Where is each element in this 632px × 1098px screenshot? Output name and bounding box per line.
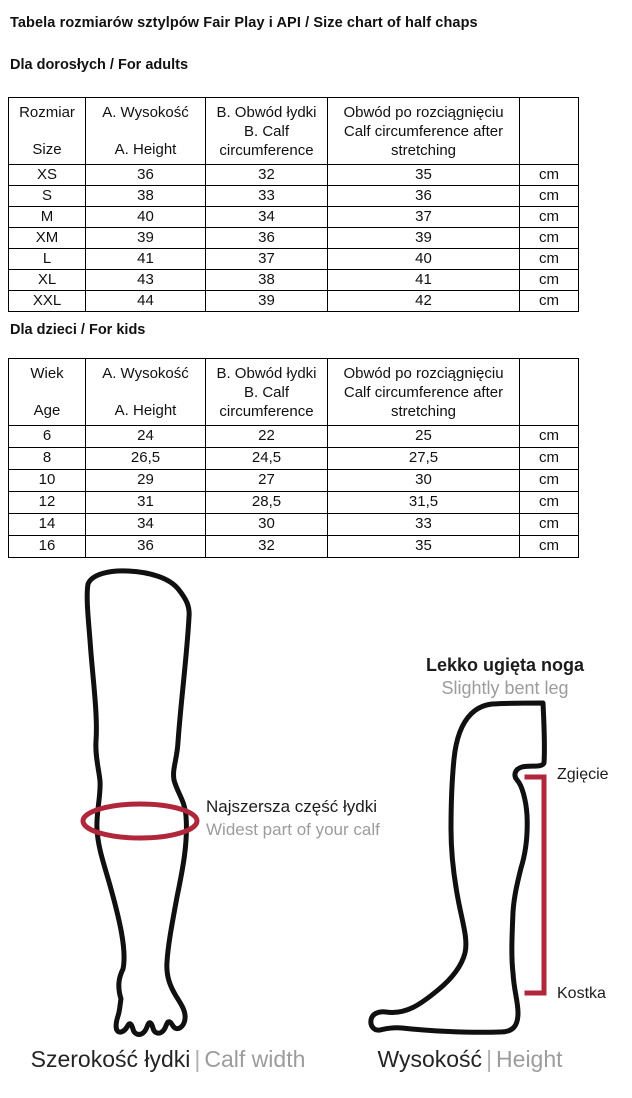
table-cell: 37 [328,207,520,228]
height-caption [352,1046,588,1073]
height-caption-en: Height [496,1046,563,1072]
table-cell: cm [520,492,579,514]
table-cell: 39 [328,228,520,249]
table-cell: 40 [86,207,206,228]
bent-leg-label-pl: Lekko ugięta noga [425,655,585,675]
table-cell: 35 [328,165,520,186]
table-cell: 37 [206,249,328,270]
height-caption-pl: Wysokość [377,1046,483,1072]
col-header-calf-en: B. Calf circumference [219,383,314,420]
table-cell: cm [520,426,579,448]
calf-width-caption-pl: Szerokość łydki [30,1046,191,1072]
height-measure-bracket [527,777,544,993]
table-cell: 33 [206,186,328,207]
table-cell: 24,5 [206,448,328,470]
table-cell: 8 [9,448,86,470]
table-cell: 33 [328,514,520,536]
table-cell: 36 [206,228,328,249]
calf-width-caption-en: Calf width [204,1046,306,1072]
table-cell: 32 [206,536,328,558]
section-heading-adults: Dla dorosłych / For adults [10,57,189,73]
col-header-stretched-pl: Obwód po rozciągnięciu [343,365,504,382]
table-cell: 27,5 [328,448,520,470]
table-cell: cm [520,186,579,207]
table-cell: 41 [86,249,206,270]
table-cell: 24 [86,426,206,448]
table-cell: 34 [86,514,206,536]
table-cell: 31,5 [328,492,520,514]
table-cell: XS [9,165,86,186]
table-cell: 6 [9,426,86,448]
table-cell: 22 [206,426,328,448]
table-cell: cm [520,207,579,228]
page-title: Tabela rozmiarów sztylpów Fair Play i API / Size chart of half chaps [10,15,478,31]
col-header-height-en: A. Height [114,141,177,159]
table-cell: 10 [9,470,86,492]
table-cell: XM [9,228,86,249]
table-cell: 30 [206,514,328,536]
table-cell: M [9,207,86,228]
table-cell: 43 [86,270,206,291]
ankle-label: Kostka [557,985,606,1002]
table-cell: 12 [9,492,86,514]
col-header-calf-en: B. Calf circumference [219,122,314,159]
table-cell: cm [520,536,579,558]
col-header-stretched-pl: Obwód po rozciągnięciu [343,104,504,121]
table-cell: cm [520,291,579,312]
table-cell: 36 [86,165,206,186]
table-cell: 44 [86,291,206,312]
table-cell: 42 [328,291,520,312]
calf-annotation-en: Widest part of your calf [206,820,380,839]
table-cell: 25 [328,426,520,448]
col-header-calf-pl: B. Obwód łydki [216,104,317,121]
table-cell: 34 [206,207,328,228]
table-cell: 30 [328,470,520,492]
table-cell: cm [520,249,579,270]
col-header-stretched-en: Calf circumference after stretching [343,383,504,420]
table-cell: cm [520,470,579,492]
col-header-age-pl: Wiek [30,365,64,382]
col-header-height-pl: A. Wysokość [102,365,189,382]
table-cell: 41 [328,270,520,291]
table-cell: cm [520,514,579,536]
table-cell: 32 [206,165,328,186]
col-header-height-en: A. Height [114,402,177,420]
col-header-height-pl: A. Wysokość [102,104,189,121]
table-cell: 26,5 [86,448,206,470]
table-cell: 14 [9,514,86,536]
table-cell: 28,5 [206,492,328,514]
table-cell: cm [520,448,579,470]
calf-width-caption [0,1046,336,1073]
table-cell: 40 [328,249,520,270]
table-cell: 35 [328,536,520,558]
table-cell: L [9,249,86,270]
caption-separator: | [486,1046,493,1072]
calf-measure-ellipse [83,804,197,838]
table-cell: 38 [206,270,328,291]
table-cell: cm [520,228,579,249]
bend-point-label: Zgięcie [557,766,609,783]
col-header-stretched-en: Calf circumference after stretching [343,122,504,159]
table-cell: cm [520,165,579,186]
table-cell: 36 [328,186,520,207]
col-header-size-en: Size [32,141,62,159]
table-cell: 39 [86,228,206,249]
caption-separator: | [194,1046,201,1072]
table-cell: 39 [206,291,328,312]
table-cell: 29 [86,470,206,492]
side-leg-illustration [371,703,545,1032]
calf-annotation-pl: Najszersza część łydki [206,797,377,816]
col-header-calf-pl: B. Obwód łydki [216,365,317,382]
table-cell: 27 [206,470,328,492]
table-cell: 38 [86,186,206,207]
table-cell: cm [520,270,579,291]
table-cell: 36 [86,536,206,558]
table-cell: 16 [9,536,86,558]
table-cell: XXL [9,291,86,312]
table-cell: S [9,186,86,207]
table-cell: 31 [86,492,206,514]
col-header-age-en: Age [33,402,61,420]
bent-leg-label-en: Slightly bent leg [441,678,569,698]
table-cell: XL [9,270,86,291]
section-heading-kids: Dla dzieci / For kids [10,322,146,338]
col-header-size-pl: Rozmiar [19,104,75,121]
